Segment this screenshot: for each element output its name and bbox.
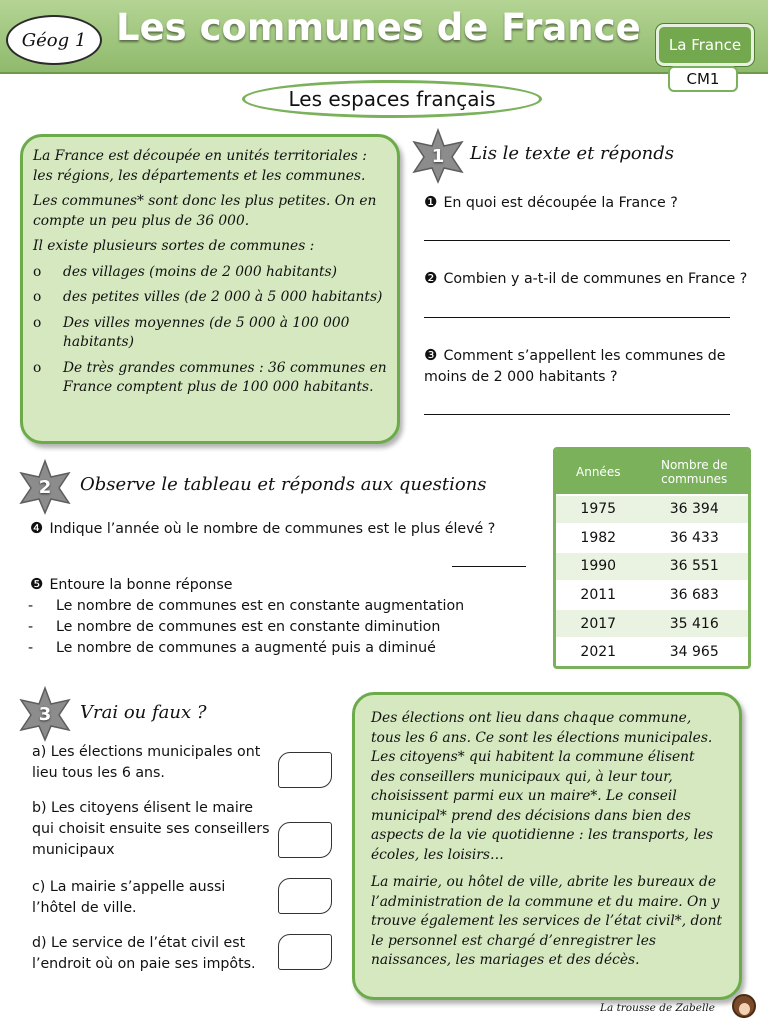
answer-option-1[interactable]	[28, 596, 528, 617]
level-badge: CM1	[668, 66, 738, 92]
question-1	[424, 192, 744, 214]
step-2-star-icon	[17, 459, 73, 515]
count-cell: 36 394	[640, 494, 748, 523]
true-false-box-a[interactable]	[278, 752, 332, 788]
dash-marker: -	[28, 619, 34, 635]
intro-paragraph-2: Les communes* sont donc les plus petites. On en compte un peu plus de 36 000.	[33, 193, 377, 229]
list-item	[33, 359, 387, 398]
dash-marker: -	[28, 598, 34, 614]
year-cell: 1975	[556, 494, 640, 523]
answer-option-text: Le nombre de communes est en constante augmentation	[56, 598, 465, 614]
list-item	[33, 314, 387, 353]
year-cell: 1982	[556, 523, 640, 552]
bullet-marker: o	[33, 359, 42, 376]
list-item-text: De très grandes communes : 36 communes en France comptent plus de 100 000 habitants.	[63, 359, 387, 395]
bullet-marker: o	[33, 263, 42, 280]
list-item-text: des petites villes (de 2 000 à 5 000 habitants)	[63, 289, 383, 305]
question-3-number: ❸	[424, 346, 438, 364]
intro-paragraph-1: La France est découpée en unités territoriales : les régions, les départements et les communes.	[33, 148, 367, 184]
table-row	[556, 494, 748, 523]
count-cell: 34 965	[640, 637, 748, 666]
step-2-number: 2	[38, 476, 52, 498]
question-2-text: Combien y a-t-il de communes en France ?	[443, 271, 748, 287]
true-false-box-c[interactable]	[278, 878, 332, 914]
list-item-text: des villages (moins de 2 000 habitants)	[63, 263, 338, 280]
dash-marker: -	[28, 640, 34, 656]
question-2	[424, 268, 764, 290]
table-header-row	[556, 450, 748, 494]
intro-text-box	[20, 134, 400, 444]
column-header-count: Nombre de communes	[640, 450, 748, 494]
footer-credit: La trousse de Zabelle	[600, 1002, 715, 1014]
count-cell: 36 683	[640, 580, 748, 609]
question-3-text: Comment s’appellent les communes de moins de 2 000 habitants ?	[424, 348, 726, 385]
count-cell: 36 433	[640, 523, 748, 552]
elections-paragraph: Des élections ont lieu dans chaque commune, tous les 6 ans. Ce sont les élections municipales. Les citoyens* qui habitent la commune élisent des conseillers municipaux qui, à leur tour, choisissent parmi eux un maire*. Le conseil municipal* prend des décisions dans bien des aspects de la vie quotidienne : les transports, les écoles, les loisirs…	[371, 710, 714, 863]
year-cell: 1990	[556, 551, 640, 580]
intro-paragraph-3: Il existe plusieurs sortes de communes :	[33, 238, 315, 254]
step-1-star-icon	[410, 128, 466, 184]
communes-table	[553, 447, 751, 669]
question-5-number: ❺	[30, 575, 44, 593]
year-cell: 2017	[556, 608, 640, 637]
table-row	[556, 580, 748, 609]
answer-option-3[interactable]	[28, 638, 528, 659]
table-row	[556, 523, 748, 552]
statement-a: a) Les élections municipales ont lieu tous les 6 ans.	[32, 744, 261, 781]
year-cell: 2021	[556, 637, 640, 666]
step-3-title: Vrai ou faux ?	[80, 702, 207, 723]
step-1-title: Lis le texte et réponds	[470, 143, 675, 164]
bullet-marker: o	[33, 314, 42, 331]
author-avatar-icon	[732, 994, 756, 1018]
list-item	[33, 288, 387, 308]
question-1-text: En quoi est découpée la France ?	[443, 195, 678, 211]
step-1-number: 1	[431, 145, 445, 167]
answer-option-text: Le nombre de communes a augmenté puis a diminué	[56, 640, 436, 656]
question-4-text: Indique l’année où le nombre de communes est le plus élevé ?	[49, 521, 496, 537]
statement-b: b) Les citoyens élisent le maire qui choisit ensuite ses conseillers municipaux	[32, 800, 270, 858]
page-title: Les communes de France	[116, 6, 641, 49]
commune-types-list	[33, 263, 387, 398]
table-row	[556, 608, 748, 637]
mairie-paragraph: La mairie, ou hôtel de ville, abrite les bureaux de l’administration de la commune et du maire. On y trouve également les services de l’état civil*, dont le personnel est chargé d’enregistrer les naissances, les mariages et des décès.	[371, 874, 723, 968]
table-row	[556, 637, 748, 666]
bullet-marker: o	[33, 289, 42, 305]
elections-text-box	[352, 692, 742, 1000]
answer-option-2[interactable]	[28, 617, 528, 638]
section-title: Les espaces français	[242, 80, 542, 118]
true-false-box-b[interactable]	[278, 822, 332, 858]
question-4-number: ❹	[30, 519, 44, 537]
subject-label: Géog 1	[6, 15, 102, 65]
column-header-years: Années	[556, 450, 640, 494]
question-5-text: Entoure la bonne réponse	[49, 577, 233, 593]
question-5	[30, 574, 330, 596]
statement-d: d) Le service de l’état civil est l’endroit où on paie ses impôts.	[32, 935, 256, 972]
year-cell: 2011	[556, 580, 640, 609]
step-3-number: 3	[38, 703, 52, 725]
answer-line-1[interactable]	[424, 240, 730, 241]
step-3-star-icon	[17, 686, 73, 742]
count-cell: 35 416	[640, 608, 748, 637]
theme-badge: La France	[656, 24, 754, 66]
step-2-title: Observe le tableau et réponds aux questions	[80, 474, 487, 495]
answer-line-3[interactable]	[424, 414, 730, 415]
table-row	[556, 551, 748, 580]
count-cell: 36 551	[640, 551, 748, 580]
answer-line-4[interactable]	[452, 566, 526, 567]
statement-c: c) La mairie s’appelle aussi l’hôtel de ville.	[32, 879, 226, 916]
list-item	[33, 263, 387, 283]
true-false-box-d[interactable]	[278, 934, 332, 970]
question-1-number: ❶	[424, 193, 438, 211]
answer-line-2[interactable]	[424, 317, 730, 318]
question-2-number: ❷	[424, 269, 438, 287]
question-4	[30, 518, 530, 540]
list-item-text: Des villes moyennes (de 5 000 à 100 000 habitants)	[63, 314, 350, 350]
answer-option-text: Le nombre de communes est en constante diminution	[56, 619, 441, 635]
question-3	[424, 345, 754, 388]
